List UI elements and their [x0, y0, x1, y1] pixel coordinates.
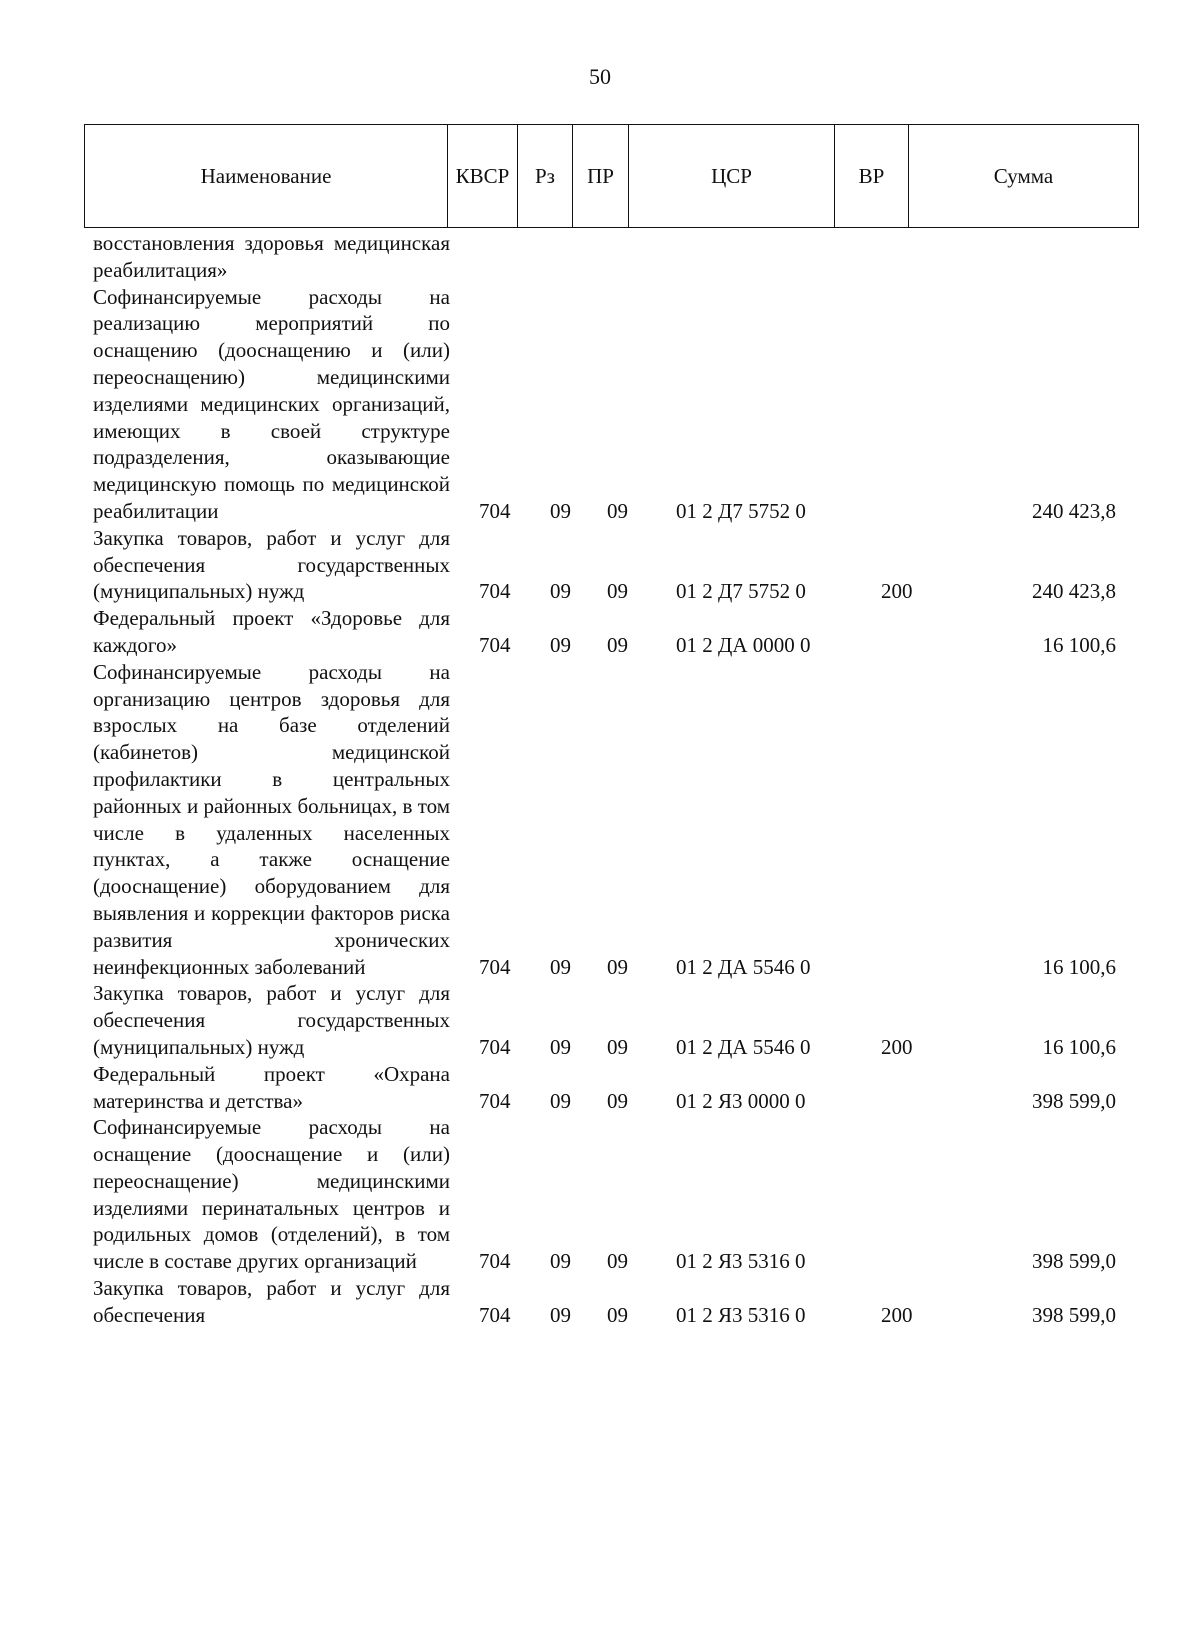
row-csr: 01 2 ДА 5546 0: [676, 954, 811, 979]
row-vr: 200: [881, 1302, 913, 1327]
row-pr: 09: [607, 1302, 628, 1327]
row-name: Софинансируемые расходы на организацию центров здоровья для взрослых на базе отделений (кабинетов) медицинской профилактики в центральных районных и районных больницах, в том числе в удаленных населенных пунктах, а также оснащение (дооснащение) оборудованием для выявления и коррекции факторов риска развития хронических неинфекционных заболеваний: [93, 659, 450, 979]
row-name: Федеральный проект «Здоровье для каждого»: [93, 606, 450, 657]
row-csr: 01 2 Я3 0000 0: [676, 1088, 806, 1113]
row-name: Федеральный проект «Охрана материнства и детства»: [93, 1061, 450, 1113]
table-row: [93, 1061, 1138, 1115]
row-csr: 01 2 Д7 5752 0: [676, 579, 806, 604]
row-csr: 01 2 ДА 5546 0: [676, 1034, 811, 1059]
column-header-sum: Сумма: [909, 125, 1139, 228]
row-kvsr: 704: [479, 579, 511, 604]
column-header-csr: ЦСР: [629, 125, 835, 228]
row-csr: 01 2 Д7 5752 0: [676, 498, 806, 523]
row-rz: 09: [550, 498, 571, 523]
column-header-kvsr: КВСР: [448, 125, 518, 228]
row-sum: 16 100,6: [1042, 632, 1116, 657]
row-csr: 01 2 Я3 5316 0: [676, 1249, 806, 1274]
row-name: Закупка товаров, работ и услуг для обеспечения государственных (муниципальных) нужд: [93, 981, 450, 1059]
column-header-vr: ВР: [835, 125, 909, 228]
table-header: [84, 124, 1139, 228]
row-rz: 09: [550, 1302, 571, 1327]
row-name: Софинансируемые расходы на оснащение (дооснащение и (или) переоснащение) медицинскими изделиями перинатальных центров и родильных домов (отделений), в том числе в составе других организаций: [93, 1115, 450, 1274]
row-pr: 09: [607, 1088, 628, 1113]
row-csr: 01 2 Я3 5316 0: [676, 1302, 806, 1327]
column-header-name: Наименование: [85, 125, 448, 228]
row-kvsr: 704: [479, 1034, 511, 1059]
table-row: [93, 230, 1138, 284]
table-row: [93, 980, 1138, 1060]
row-vr: 200: [881, 1034, 913, 1059]
row-sum: 240 423,8: [1032, 579, 1116, 604]
row-rz: 09: [550, 632, 571, 657]
row-kvsr: 704: [479, 632, 511, 657]
table-row: [93, 605, 1138, 659]
row-name: Софинансируемые расходы на реализацию мероприятий по оснащению (дооснащению и (или) переоснащению) медицинскими изделиями медицинских организаций, имеющих в своей структуре подразделения, оказывающие медицинскую помощь по медицинской реабилитации: [93, 284, 450, 523]
row-kvsr: 704: [479, 1088, 511, 1113]
row-rz: 09: [550, 954, 571, 979]
table-row: [93, 1114, 1138, 1275]
row-name: восстановления здоровья медицинская реабилитация»: [93, 231, 450, 282]
row-pr: 09: [607, 1249, 628, 1274]
table-body: [93, 230, 1138, 1329]
table-row: [93, 525, 1138, 605]
row-pr: 09: [607, 632, 628, 657]
column-header-rz: Рз: [518, 125, 573, 228]
row-pr: 09: [607, 954, 628, 979]
row-sum: 398 599,0: [1032, 1088, 1116, 1113]
row-kvsr: 704: [479, 498, 511, 523]
table-row: [93, 659, 1138, 981]
row-kvsr: 704: [479, 1249, 511, 1274]
row-sum: 16 100,6: [1042, 1034, 1116, 1059]
row-kvsr: 704: [479, 1302, 511, 1327]
row-name: Закупка товаров, работ и услуг для обеспечения: [93, 1276, 450, 1327]
row-rz: 09: [550, 579, 571, 604]
row-rz: 09: [550, 1034, 571, 1059]
page-number: 50: [589, 64, 611, 89]
row-name: Закупка товаров, работ и услуг для обеспечения государственных (муниципальных) нужд: [93, 525, 450, 604]
row-kvsr: 704: [479, 954, 511, 979]
row-pr: 09: [607, 579, 628, 604]
column-header-pr: ПР: [573, 125, 629, 228]
row-pr: 09: [607, 1034, 628, 1059]
table-row: [93, 1275, 1138, 1329]
row-rz: 09: [550, 1088, 571, 1113]
row-sum: 240 423,8: [1032, 498, 1116, 523]
row-pr: 09: [607, 498, 628, 523]
row-vr: 200: [881, 579, 913, 604]
row-sum: 398 599,0: [1032, 1302, 1116, 1327]
row-sum: 398 599,0: [1032, 1249, 1116, 1274]
row-sum: 16 100,6: [1042, 954, 1116, 979]
row-csr: 01 2 ДА 0000 0: [676, 632, 811, 657]
table-row: [93, 284, 1138, 525]
row-rz: 09: [550, 1249, 571, 1274]
